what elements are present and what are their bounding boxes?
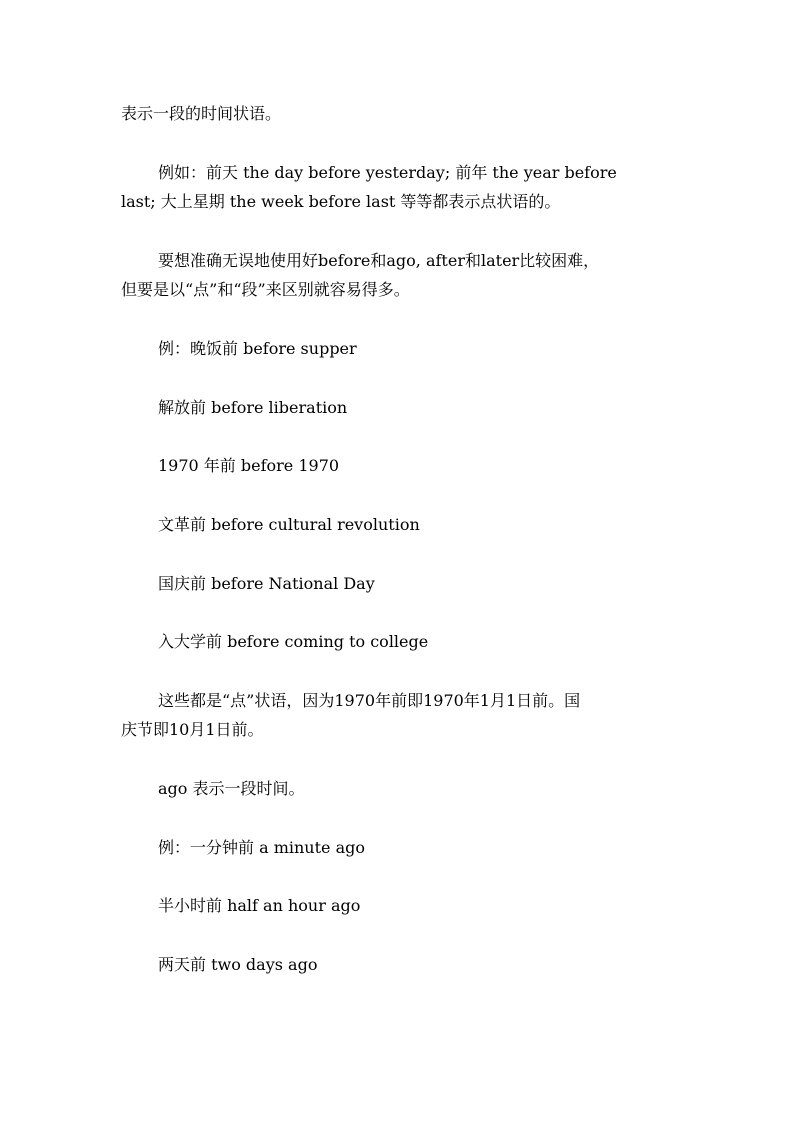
paragraph-line: last; 大上星期 the week before last 等等都表示点状语的。 xyxy=(121,192,561,211)
paragraph-line: 要想准确无误地使用好before和ago, after和later比较困难， xyxy=(158,251,600,270)
paragraph-line: 1970 年前 before 1970 xyxy=(158,456,340,475)
paragraph-line: 半小时前 half an hour ago xyxy=(158,896,361,915)
paragraph-line: ago 表示一段时间。 xyxy=(158,779,305,798)
paragraph-line: 庆节即10月1日前。 xyxy=(121,720,264,739)
paragraph-line: 这些都是“点”状语，因为1970年前即1970年1月1日前。国 xyxy=(158,691,581,710)
paragraph-line: 两天前 two days ago xyxy=(158,955,318,974)
paragraph-line: 国庆前 before National Day xyxy=(158,574,375,593)
paragraph-line: 表示一段的时间状语。 xyxy=(121,104,282,123)
paragraph-line: 入大学前 before coming to college xyxy=(158,632,429,651)
paragraph-line: 例如：前天 the day before yesterday; 前年 the year before xyxy=(158,163,617,182)
paragraph-line: 但要是以“点”和“段”来区别就容易得多。 xyxy=(121,280,410,299)
paragraph-line: 文革前 before cultural revolution xyxy=(158,515,420,534)
paragraph-line: 解放前 before liberation xyxy=(158,398,348,417)
paragraph-line: 例：晚饭前 before supper xyxy=(158,339,357,358)
paragraph-line: 例：一分钟前 a minute ago xyxy=(158,838,366,857)
